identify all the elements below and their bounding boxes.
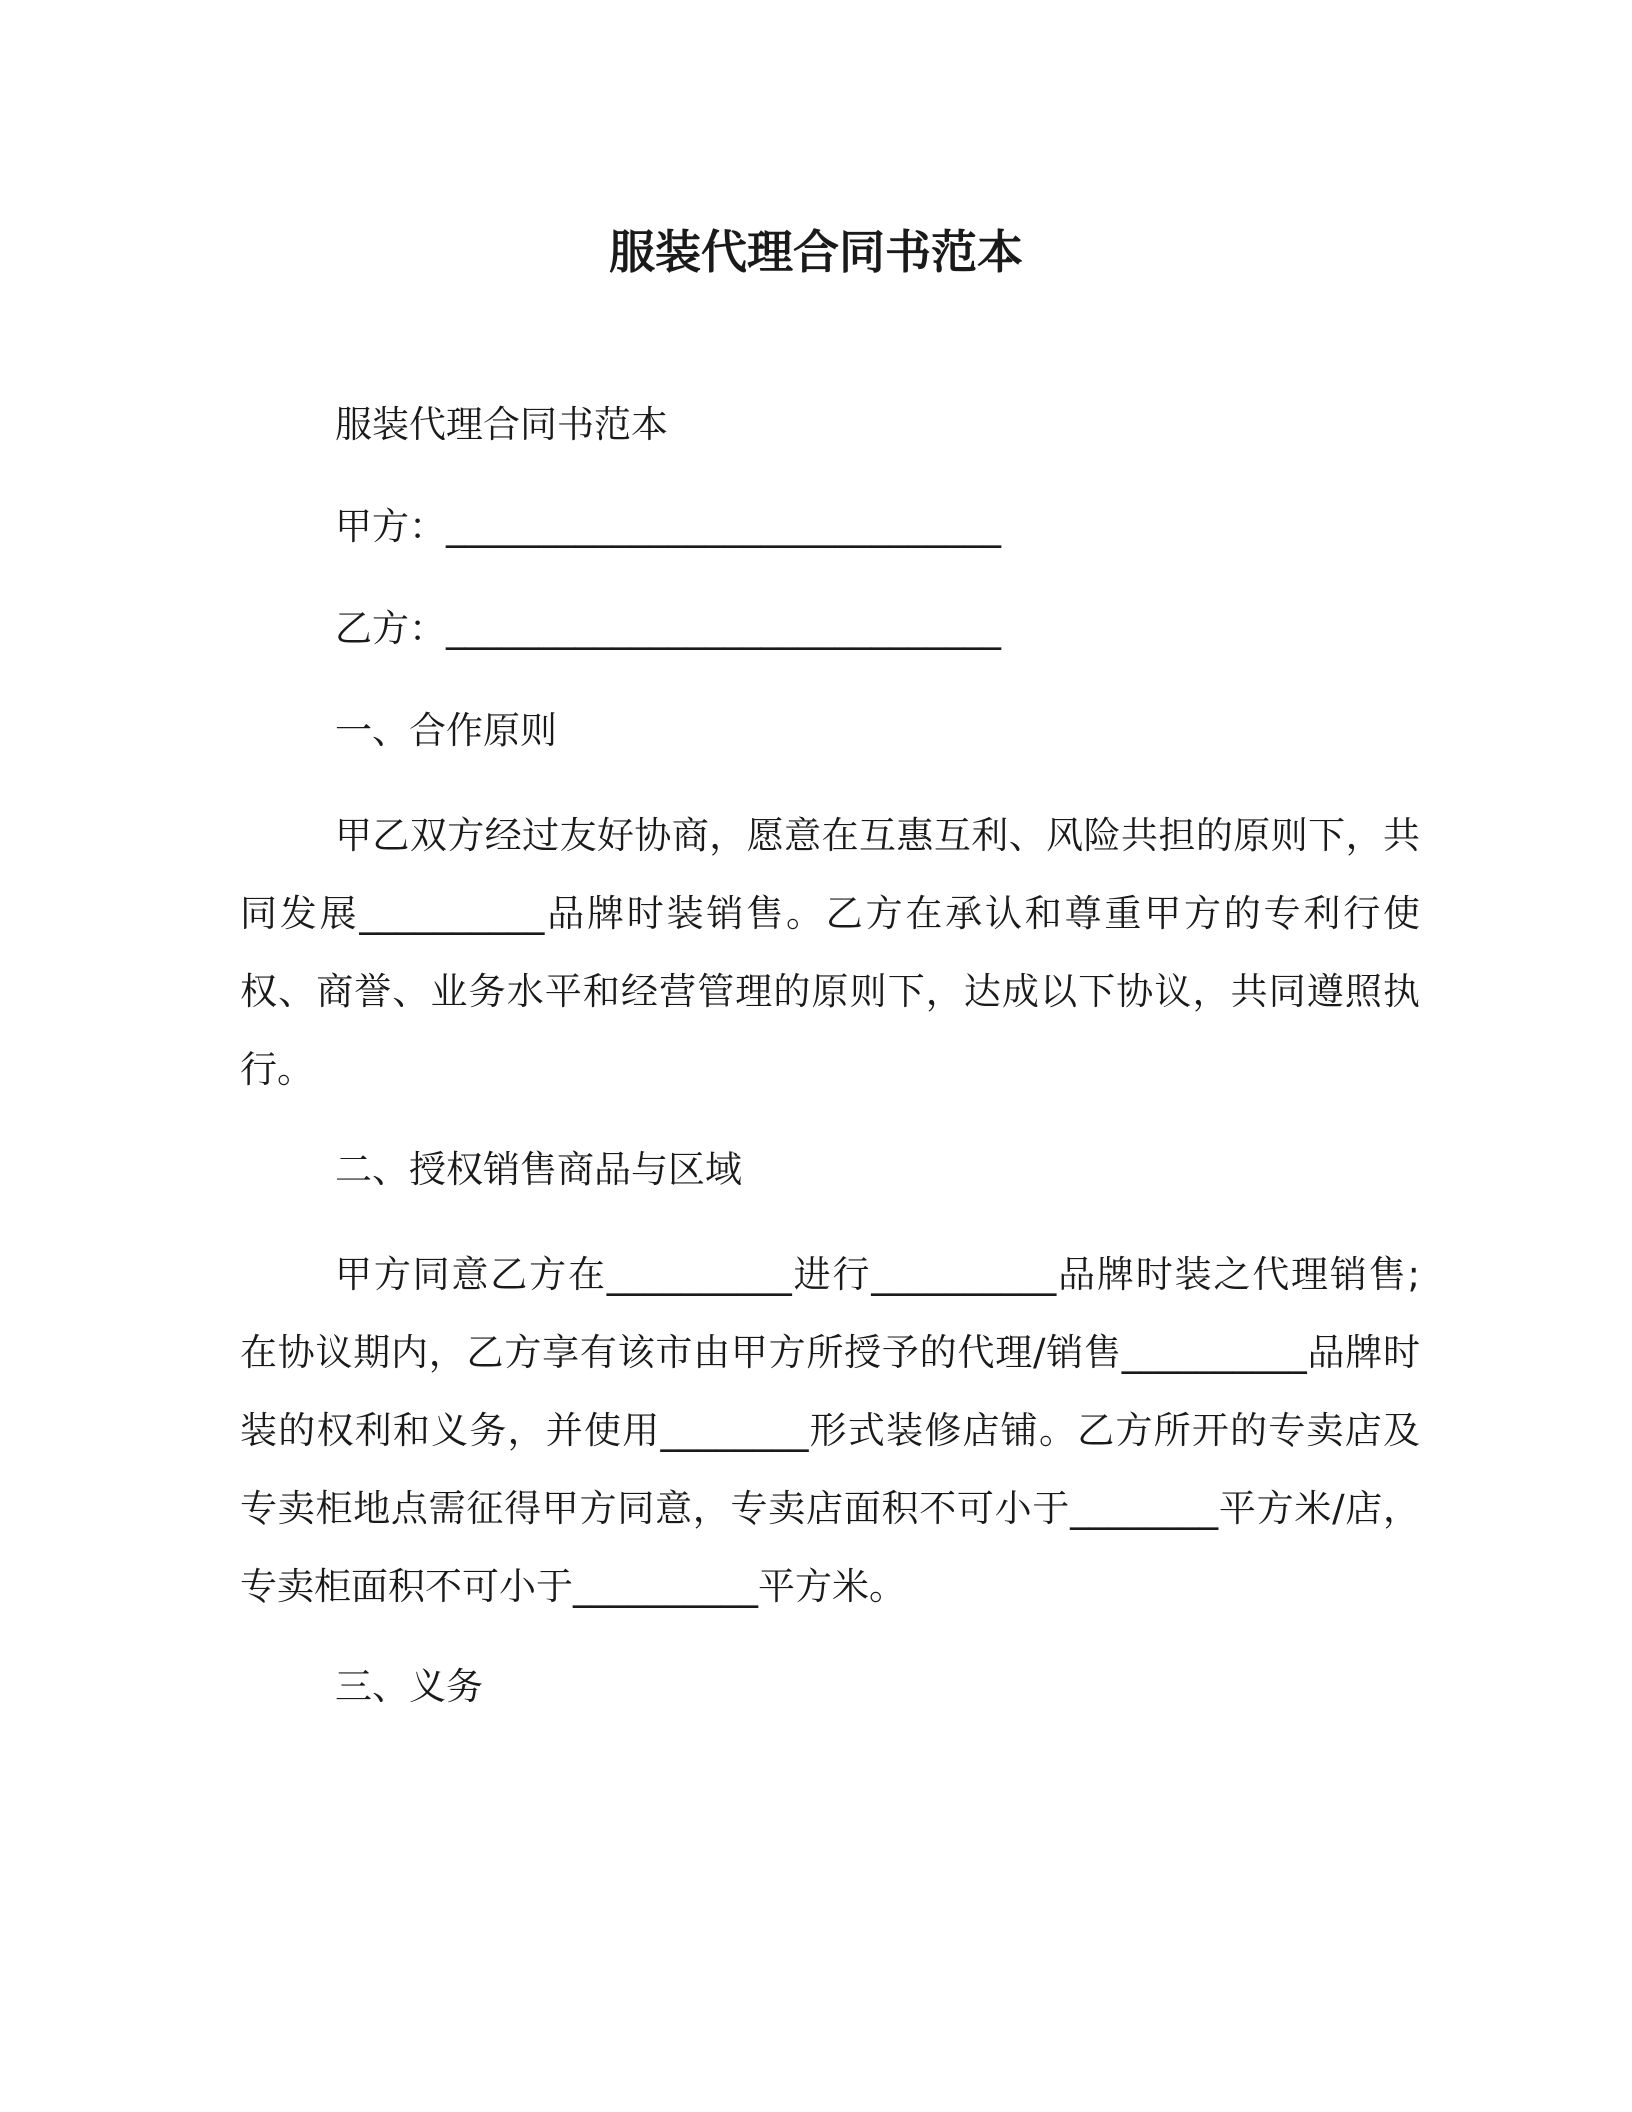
- section-1-body: 甲乙双方经过友好协商，愿意在互惠互利、风险共担的原则下，共同发展__________品牌时装销售。乙方在承认和尊重甲方的专利行使权、商誉、业务水平和经营管理的原则下，达成以下协议，共同遵照执行。: [240, 814, 1420, 1091]
- section-3-heading: 三、义务: [335, 1665, 483, 1708]
- document-title: 服装代理合同书范本: [609, 225, 1023, 279]
- document-subtitle: 服装代理合同书范本: [335, 403, 668, 446]
- party-a-line: 甲方：______________________________: [335, 505, 1001, 548]
- section-2-heading: 二、授权销售商品与区域: [335, 1148, 742, 1191]
- section-1-heading: 一、合作原则: [335, 709, 557, 752]
- section-2-body: 甲方同意乙方在__________进行__________品牌时装之代理销售;在协议期内，乙方享有该市由甲方所授予的代理/销售__________品牌时装的权利和义务，并使用________形式装修店铺。乙方所开的专卖店及专卖柜地点需征得甲方同意，专卖店面积不可小于________平方米/店，专卖柜面积不可小于__________平方米。: [240, 1253, 1420, 1608]
- party-b-line: 乙方：______________________________: [335, 607, 1001, 650]
